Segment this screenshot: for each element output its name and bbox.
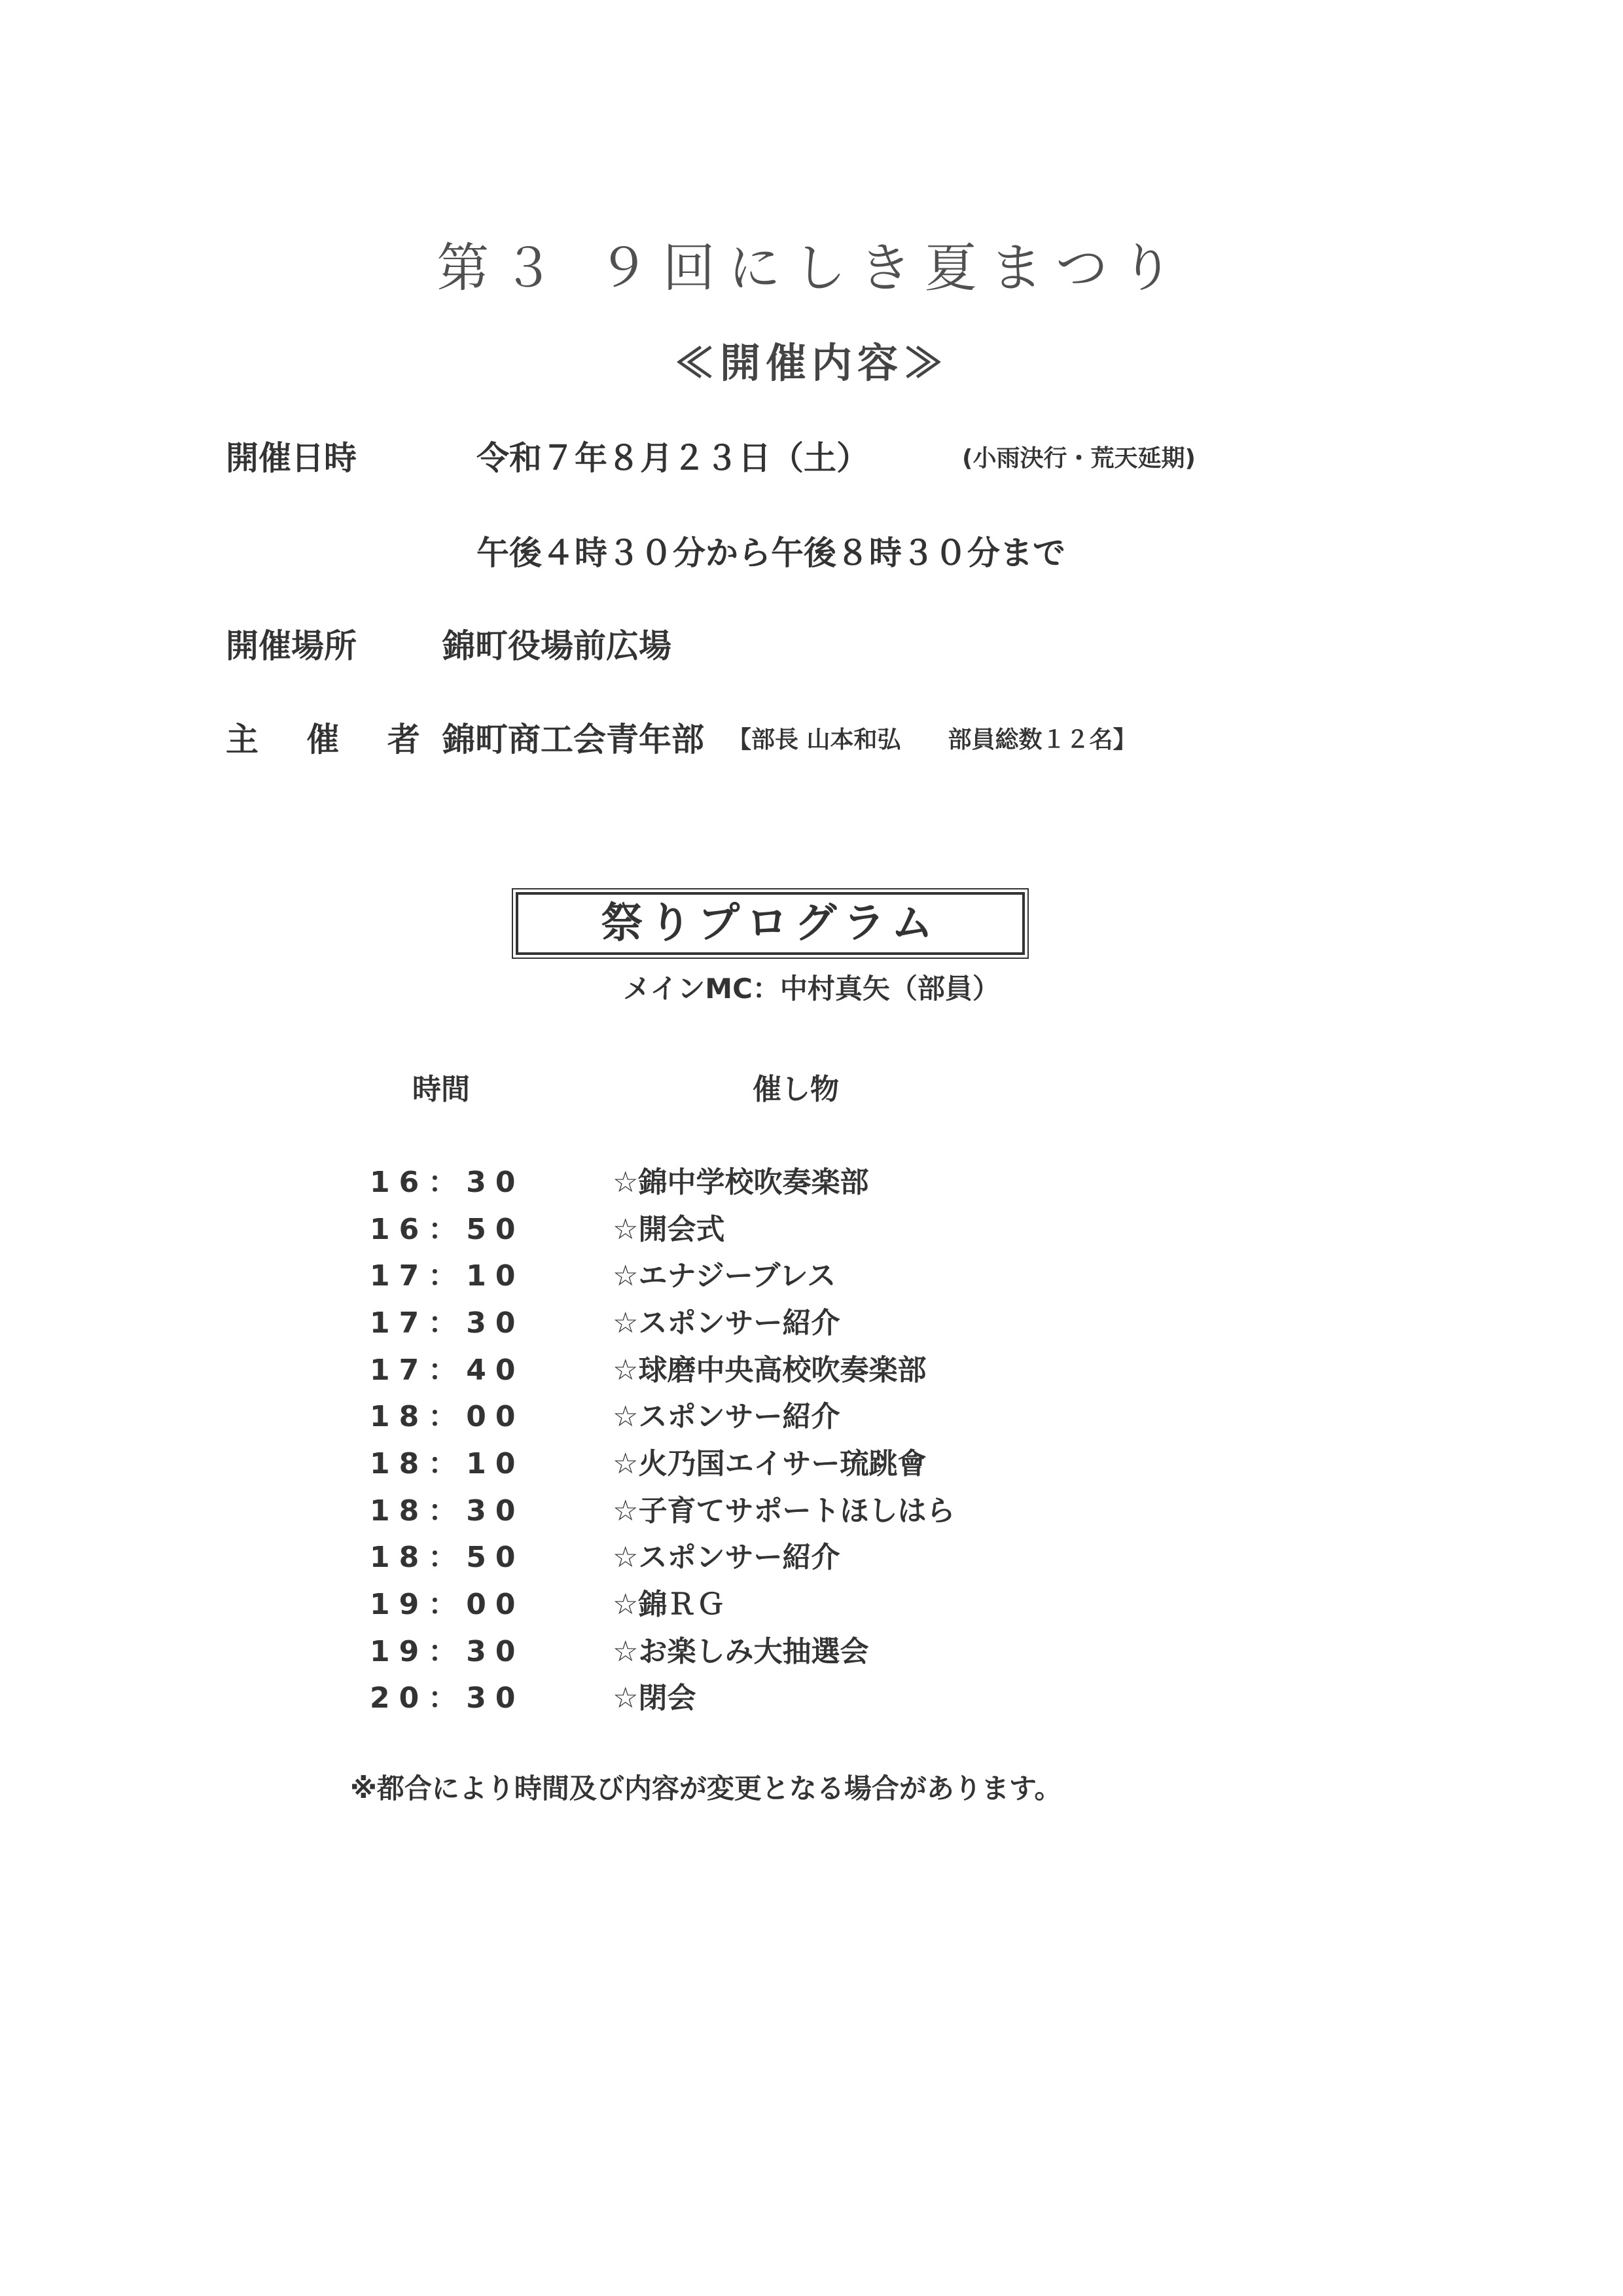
program-row xyxy=(0,1206,1623,1253)
program-event: ☆お楽しみ大抽選会 xyxy=(613,1635,869,1668)
place-label: 開催場所 xyxy=(226,627,357,665)
program-row xyxy=(0,1628,1623,1675)
program-event: ☆開会式 xyxy=(613,1213,725,1246)
host-label: 主 催 者 xyxy=(226,721,438,759)
program-row xyxy=(0,1393,1623,1440)
program-time: 16：30 xyxy=(370,1166,525,1199)
program-event: ☆閉会 xyxy=(613,1681,696,1715)
page-subtitle: ≪開催内容≫ xyxy=(673,339,949,387)
program-row xyxy=(0,1534,1623,1581)
program-event: ☆球磨中央高校吹奏楽部 xyxy=(613,1354,927,1387)
program-event: ☆スポンサー紹介 xyxy=(613,1306,840,1340)
program-event: ☆スポンサー紹介 xyxy=(613,1541,840,1574)
program-time: 18：50 xyxy=(370,1541,525,1574)
program-event: ☆火乃国エイサー琉跳會 xyxy=(613,1447,927,1480)
program-time: 17：10 xyxy=(370,1259,525,1293)
program-time: 18：30 xyxy=(370,1494,525,1528)
program-row xyxy=(0,1440,1623,1487)
page-title: 第３ ９回にしき夏まつり xyxy=(437,238,1186,298)
program-time: 17：40 xyxy=(370,1354,525,1387)
date-note: (小雨決行・荒天延期) xyxy=(962,445,1196,472)
program-row xyxy=(0,1346,1623,1393)
place-value: 錦町役場前広場 xyxy=(442,627,671,665)
program-row xyxy=(0,1581,1623,1628)
host-value: 錦町商工会青年部 xyxy=(442,721,704,759)
program-mc: メインMC：中村真矢（部員） xyxy=(623,973,1000,1005)
program-event: ☆錦ＲＧ xyxy=(613,1588,725,1621)
program-row xyxy=(0,1158,1623,1206)
program-time: 16：50 xyxy=(370,1213,525,1246)
program-event: ☆錦中学校吹奏楽部 xyxy=(613,1166,869,1199)
program-time: 20：30 xyxy=(370,1681,525,1715)
program-time: 19：00 xyxy=(370,1588,525,1621)
program-row xyxy=(0,1487,1623,1534)
host-note: 【部長 山本和弘 部員総数１２名】 xyxy=(728,726,1137,753)
program-event: ☆スポンサー紹介 xyxy=(613,1400,840,1433)
program-time: 17：30 xyxy=(370,1306,525,1340)
program-time: 18：10 xyxy=(370,1447,525,1480)
column-header-event: 催し物 xyxy=(753,1073,839,1106)
date-label: 開催日時 xyxy=(226,439,357,477)
footnote: ※都合により時間及び内容が変更となる場合があります。 xyxy=(350,1772,1062,1804)
program-row xyxy=(0,1674,1623,1721)
time-value: 午後４時３０分から午後８時３０分まで xyxy=(476,534,1065,572)
program-time: 19：30 xyxy=(370,1635,525,1668)
program-row xyxy=(0,1252,1623,1299)
program-row xyxy=(0,1299,1623,1346)
column-header-time: 時間 xyxy=(412,1073,470,1106)
program-time: 18：00 xyxy=(370,1400,525,1433)
date-value: 令和７年８月２３日（土） xyxy=(476,439,869,477)
program-event: ☆エナジーブレス xyxy=(613,1259,836,1293)
program-event: ☆子育てサポートほしはら xyxy=(613,1494,955,1528)
program-heading: 祭りプログラム xyxy=(516,892,1025,955)
